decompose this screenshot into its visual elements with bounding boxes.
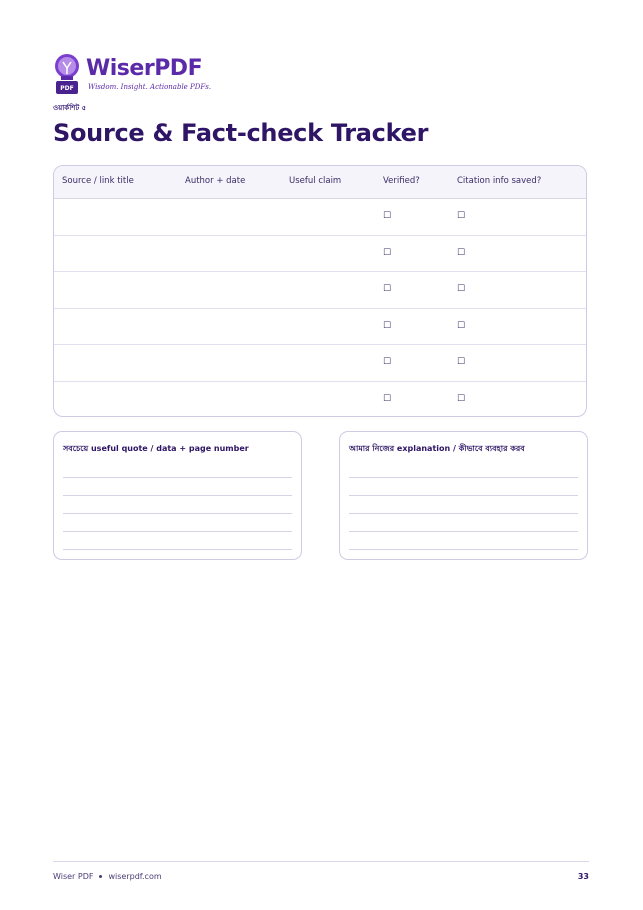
wiserpdf-logo [53,52,213,98]
writing-line [349,495,578,496]
table-row [54,345,586,382]
verified-checkbox[interactable]: ☐ [383,211,392,221]
column-header-verified: Verified? [383,176,420,186]
brand-pdf: PDF [154,56,203,81]
page-number: 33 [577,872,589,881]
citation-checkbox[interactable]: ☐ [457,247,466,258]
logo-badge-text: PDF [60,85,74,92]
footer-divider [53,861,589,862]
writing-line [63,477,292,478]
table-row [54,382,586,417]
verified-checkbox[interactable]: ☐ [383,357,392,368]
quote-notes-box[interactable] [53,431,302,560]
writing-line [63,549,292,550]
column-header-source: Source / link title [62,176,134,186]
citation-checkbox[interactable]: ☐ [457,357,466,368]
footer-site-link[interactable]: wiserpdf.com [108,872,162,881]
citation-checkbox[interactable]: ☐ [457,284,466,295]
writing-line [63,495,292,496]
citation-checkbox[interactable]: ☐ [457,211,466,221]
table-row [54,272,586,309]
worksheet-label: ওয়ার্কশিট ৫ [53,104,87,112]
column-header-citation-saved: Citation info saved? [457,176,542,186]
footer-brand-name: Wiser PDF [53,872,94,881]
table-row [54,199,586,236]
verified-checkbox[interactable]: ☐ [383,247,392,258]
column-header-useful-claim: Useful claim [289,176,342,186]
explanation-notes-box[interactable] [339,431,588,560]
lightbulb-logo-icon [53,52,83,98]
table-header-row [54,166,586,199]
writing-line [63,513,292,514]
citation-checkbox[interactable]: ☐ [457,320,466,331]
explanation-box-title: আমার নিজের explanation / কীভাবে ব্যবহার করব [349,444,525,453]
separator-dot-icon [99,875,102,878]
footer-brand [53,872,162,881]
table-row [54,236,586,273]
column-header-author-date: Author + date [185,176,246,186]
writing-line [349,477,578,478]
verified-checkbox[interactable]: ☐ [383,284,392,295]
table-row [54,309,586,346]
writing-line [349,549,578,550]
verified-checkbox[interactable]: ☐ [383,320,392,331]
brand-wordmark [86,56,202,81]
brand-wiser: Wiser [86,56,155,81]
citation-checkbox[interactable]: ☐ [457,393,466,404]
page-title: Source & Fact-check Tracker [53,119,429,147]
tracker-table [53,165,587,417]
verified-checkbox[interactable]: ☐ [383,393,392,404]
writing-line [63,531,292,532]
writing-line [349,513,578,514]
brand-tagline: Wisdom. Insight. Actionable PDFs. [88,83,212,91]
writing-line [349,531,578,532]
quote-box-title: সবচেয়ে useful quote / data + page number [63,444,249,453]
